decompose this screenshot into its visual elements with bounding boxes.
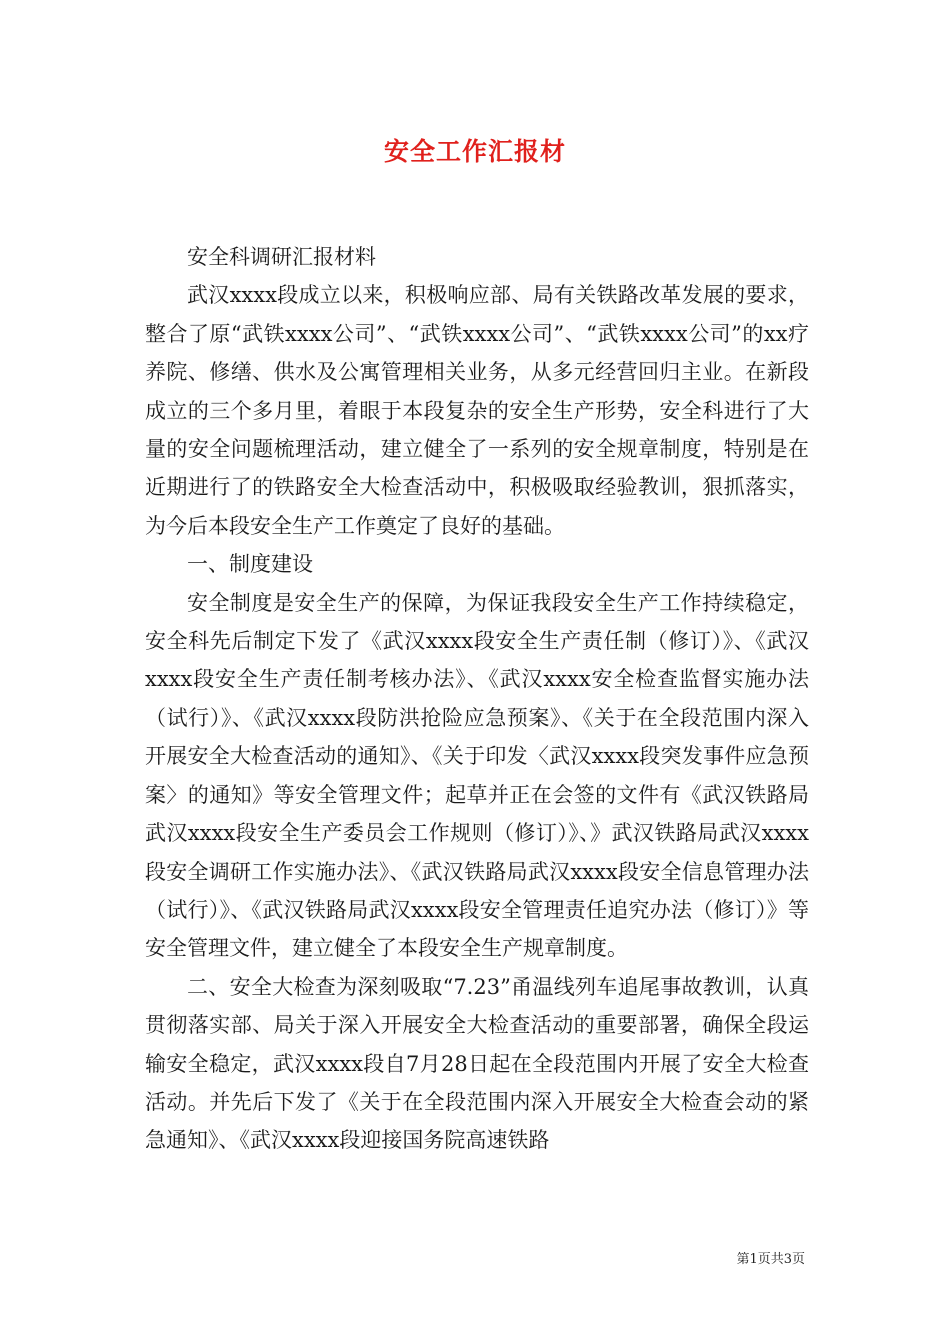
document-title: 安全工作汇报材	[383, 137, 566, 166]
paragraph-system-building: 安全制度是安全生产的保障，为保证我段安全生产工作持续稳定，安全科先后制定下发了《武汉xxxx段安全生产责任制（修订）》、《武汉xxxx段安全生产责任制考核办法》、《武汉xxxx安全检查监督实施办法（试行）》、《武汉xxxx段防洪抢险应急预案》、《关于在全段范围内深入开展安全大检查活动的通知》、《关于印发〈武汉xxxx段突发事件应急预案〉的通知》等安全管理文件；起草并正在会签的文件有《武汉铁路局武汉xxxx段安全生产委员会工作规则（修订）》、》武汉铁路局武汉xxxx段安全调研工作实施办法》、《武汉铁路局武汉xxxx段安全信息管理办法（试行）》、《武汉铁路局武汉xxxx段安全管理责任追究办法（修订）》等安全管理文件，建立健全了本段安全生产规章制度。	[145, 590, 809, 961]
paragraph-safety-inspection: 二、安全大检查为深刻吸取“7.23”甬温线列车追尾事故教训，认真贯彻落实部、局关于深入开展安全大检查活动的重要部署，确保全段运输安全稳定，武汉xxxx段自7月28日起在全段范围内开展了安全大检查活动。并先后下发了《关于在全段范围内深入开展安全大检查会动的紧急通知》、《武汉xxxx段迎接国务院高速铁路	[145, 974, 809, 1153]
document-body	[145, 238, 809, 1160]
paragraph-intro: 武汉xxxx段成立以来，积极响应部、局有关铁路改革发展的要求，整合了原“武铁xxxx公司”、“武铁xxxx公司”、“武铁xxxx公司”的xx疗养院、修缮、供水及公寓管理相关业务，从多元经营回归主业。在新段成立的三个多月里，着眼于本段复杂的安全生产形势，安全科进行了大量的安全问题梳理活动，建立健全了一系列的安全规章制度，特别是在近期进行了的铁路安全大检查活动中，积极吸取经验教训，狠抓落实，为今后本段安全生产工作奠定了良好的基础。	[145, 283, 809, 538]
section-subtitle: 安全科调研汇报材料	[187, 245, 376, 269]
heading-system-building: 一、制度建设	[187, 552, 313, 577]
page-number-footer: 第1页共3页	[736, 1252, 805, 1267]
